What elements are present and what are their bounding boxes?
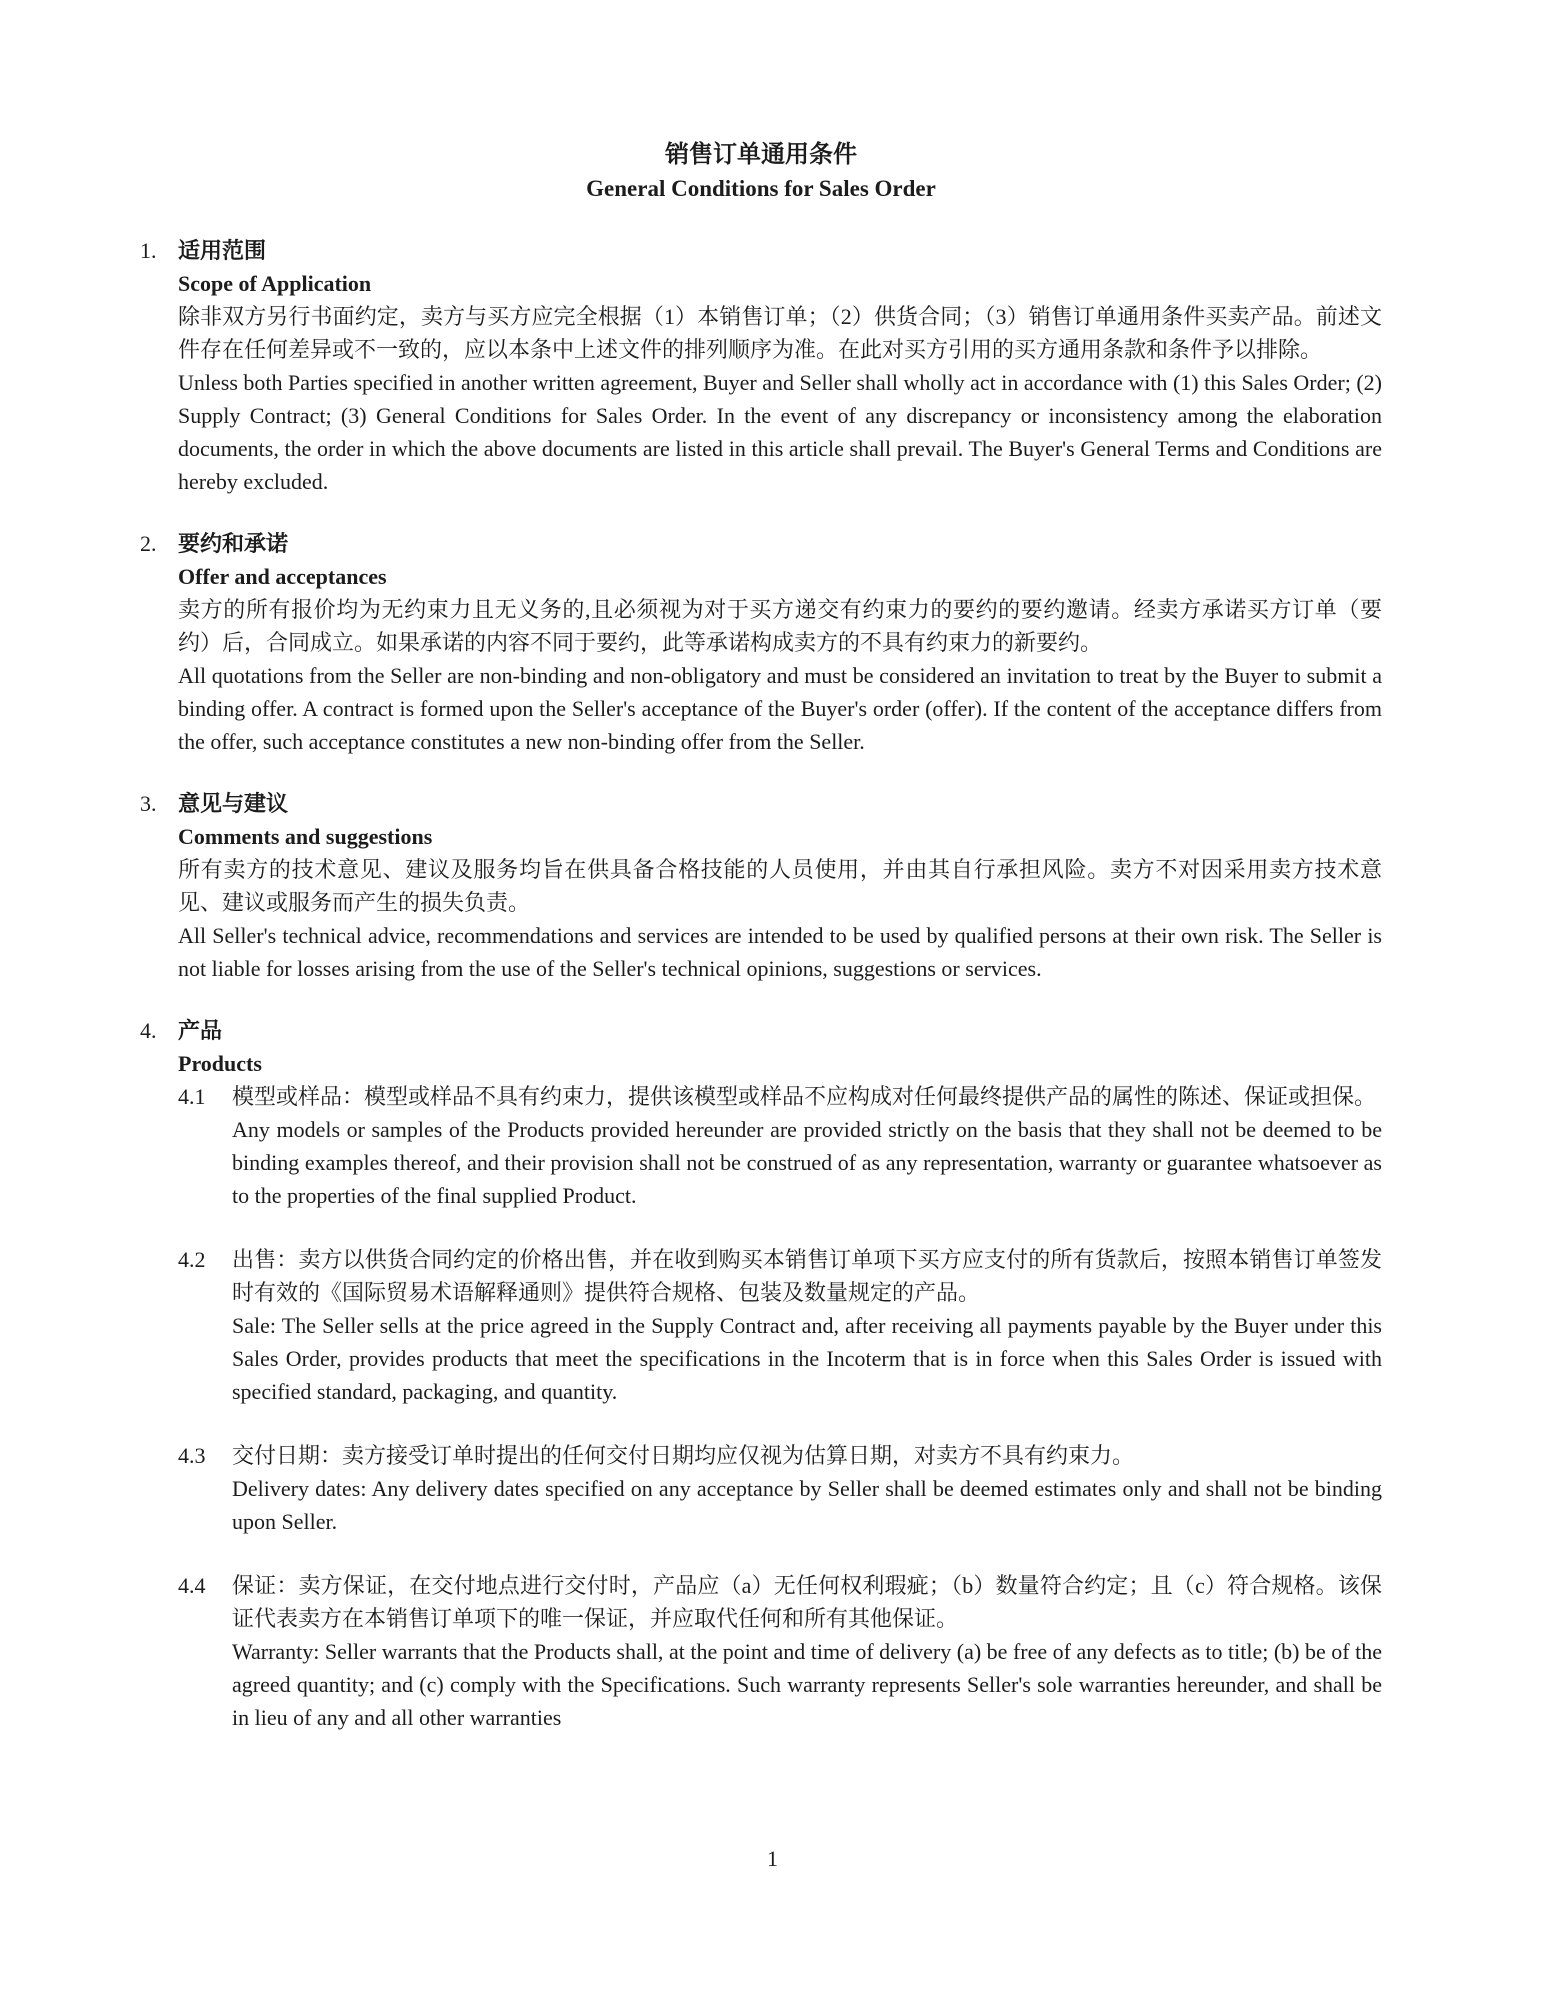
section-content — [178, 1014, 1382, 1734]
section-offer-and-acceptances — [140, 527, 1382, 758]
section-body-zh: 卖方的所有报价均为无约束力且无义务的,且必须视为对于买方递交有约束力的要约的要约邀请。经卖方承诺买方订单（要约）后，合同成立。如果承诺的内容不同于要约，此等承诺构成卖方的不具有约束力的新要约。 — [178, 597, 1382, 655]
page-number: 1 — [767, 1846, 778, 1871]
subsection-4-3 — [178, 1439, 1382, 1538]
section-body-en: Unless both Parties specified in another written agreement, Buyer and Seller shall wholly act in accordance with (1) this Sales Order; (2) Supply Contract; (3) General Conditions for Sales Order. In the event of any discrepancy or inconsistency among the elaboration documents, the order in which the above documents are listed in this article shall prevail. The Buyer's General Terms and Conditions are hereby excluded. — [178, 370, 1382, 494]
document-title-block — [140, 140, 1382, 204]
section-body-en: All quotations from the Seller are non-binding and non-obligatory and must be considered an invitation to treat by the Buyer to submit a binding offer. A contract is formed upon the Seller's acceptance of the Buyer's order (offer). If the content of the acceptance differs from the offer, such acceptance constitutes a new non-binding offer from the Seller. — [178, 663, 1382, 754]
section-products — [140, 1014, 1382, 1734]
section-number: 4. — [140, 1018, 157, 1043]
subsection-content — [232, 1569, 1382, 1734]
section-heading-zh: 适用范围 — [178, 238, 267, 263]
subsection-body-zh: 交付日期：卖方接受订单时提出的任何交付日期均应仅视为估算日期，对卖方不具有约束力。 — [232, 1443, 1135, 1468]
section-body-zh: 所有卖方的技术意见、建议及服务均旨在供具备合格技能的人员使用，并由其自行承担风险。卖方不对因采用卖方技术意见、建议或服务而产生的损失负责。 — [178, 857, 1382, 915]
subsection-content — [232, 1243, 1382, 1408]
section-content — [178, 527, 1382, 758]
subsection-4-4 — [178, 1569, 1382, 1734]
section-number: 2. — [140, 531, 157, 556]
section-heading-zh: 要约和承诺 — [178, 531, 289, 556]
section-number: 3. — [140, 791, 157, 816]
section-heading-zh: 意见与建议 — [178, 791, 289, 816]
section-content — [178, 787, 1382, 985]
subsection-4-1 — [178, 1080, 1382, 1212]
section-comments-and-suggestions — [140, 787, 1382, 985]
subsection-body-zh: 保证：卖方保证，在交付地点进行交付时，产品应（a）无任何权利瑕疵；（b）数量符合约定；且（c）符合规格。该保证代表卖方在本销售订单项下的唯一保证，并应取代任何和所有其他保证。 — [232, 1573, 1382, 1631]
subsection-number: 4.3 — [178, 1443, 206, 1468]
subsection-number: 4.2 — [178, 1247, 206, 1272]
section-heading-zh: 产品 — [178, 1018, 223, 1043]
subsection-body-en: Warranty: Seller warrants that the Products shall, at the point and time of delivery (a) be free of any defects as to title; (b) be of the agreed quantity; and (c) comply with the Specifications. Such warranty represents Seller's sole warranties hereunder, and shall be in lieu of any and all other warranties — [232, 1639, 1382, 1730]
document-content — [140, 140, 1382, 1734]
section-heading-en: Offer and acceptances — [178, 564, 387, 589]
subsection-number: 4.4 — [178, 1573, 206, 1598]
subsection-content — [232, 1439, 1382, 1538]
subsection-body-en: Sale: The Seller sells at the price agreed in the Supply Contract and, after receiving all payments payable by the Buyer under this Sales Order, provides products that meet the specifications in the Incoterm that is in force when this Sales Order is issued with specified standard, packaging, and quantity. — [232, 1313, 1382, 1404]
document-title-en: General Conditions for Sales Order — [586, 176, 936, 201]
section-heading-en: Scope of Application — [178, 271, 372, 296]
section-body-zh: 除非双方另行书面约定，卖方与买方应完全根据（1）本销售订单；（2）供货合同；（3）销售订单通用条件买卖产品。前述文件存在任何差异或不一致的，应以本条中上述文件的排列顺序为准。在此对买方引用的买方通用条款和条件予以排除。 — [178, 304, 1382, 362]
subsection-content — [232, 1080, 1382, 1212]
subsection-number: 4.1 — [178, 1084, 206, 1109]
section-body-en: All Seller's technical advice, recommendations and services are intended to be used by qualified persons at their own risk. The Seller is not liable for losses arising from the use of the Seller's technical opinions, suggestions or services. — [178, 923, 1382, 981]
section-heading-en: Products — [178, 1051, 262, 1076]
subsection-body-zh: 模型或样品：模型或样品不具有约束力，提供该模型或样品不应构成对任何最终提供产品的属性的陈述、保证或担保。 — [232, 1084, 1377, 1109]
subsection-4-2 — [178, 1243, 1382, 1408]
subsection-body-en: Delivery dates: Any delivery dates specified on any acceptance by Seller shall be deemed estimates only and shall not be binding upon Seller. — [232, 1476, 1382, 1534]
section-scope-of-application — [140, 234, 1382, 498]
section-content — [178, 234, 1382, 498]
subsection-body-en: Any models or samples of the Products provided hereunder are provided strictly on the basis that they shall not be deemed to be binding examples thereof, and their provision shall not be construed of as any representation, warranty or guarantee whatsoever as to the properties of the final supplied Product. — [232, 1117, 1382, 1208]
document-title-zh: 销售订单通用条件 — [665, 142, 857, 168]
section-heading-en: Comments and suggestions — [178, 824, 433, 849]
section-number: 1. — [140, 238, 157, 263]
subsection-body-zh: 出售：卖方以供货合同约定的价格出售，并在收到购买本销售订单项下买方应支付的所有货款后，按照本销售订单签发时有效的《国际贸易术语解释通则》提供符合规格、包装及数量规定的产品。 — [232, 1247, 1382, 1305]
